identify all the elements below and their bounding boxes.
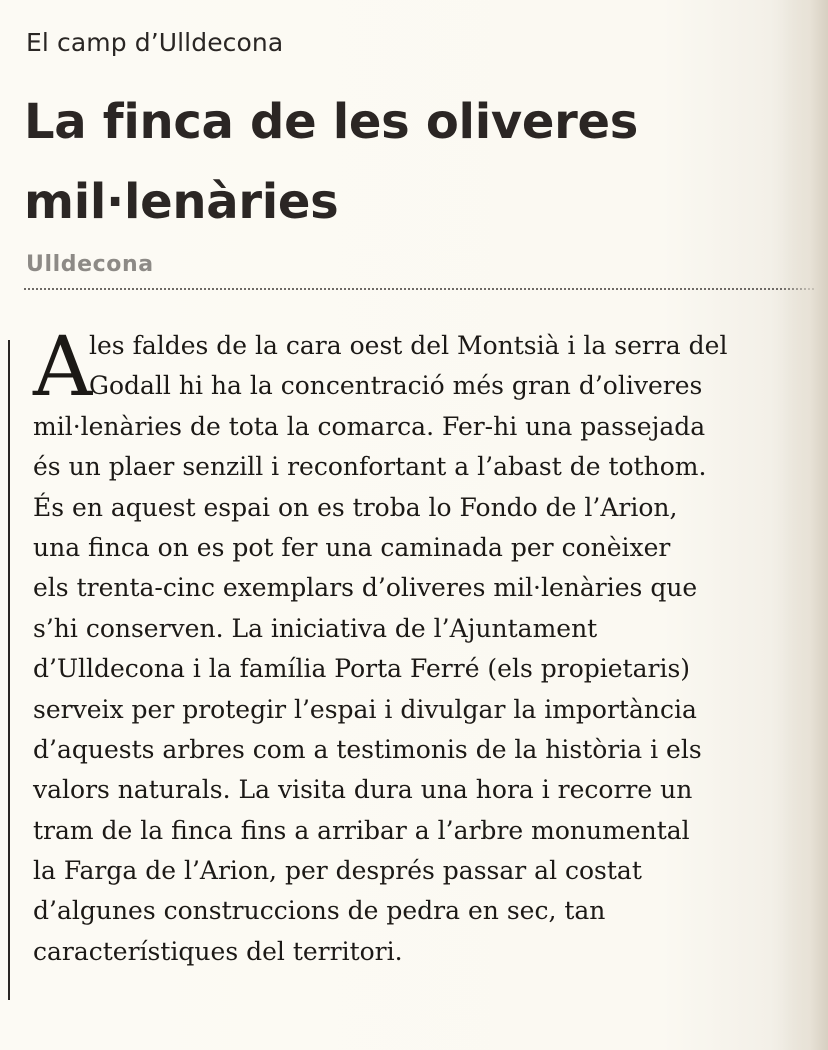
body-line: s’hi conserven. La iniciativa de l’Ajuntament bbox=[33, 613, 598, 643]
body-line: serveix per protegir l’espai i divulgar la importància bbox=[33, 694, 697, 724]
drop-cap: A bbox=[33, 320, 93, 415]
column-rule bbox=[8, 340, 10, 1000]
body-line: els trenta-cinc exemplars d’oliveres mil·lenàries que bbox=[33, 573, 698, 603]
article-headline: La finca de les oliveres mil·lenàries bbox=[24, 94, 638, 230]
body-line: una finca on es pot fer una caminada per conèixer bbox=[33, 532, 671, 562]
body-line: És en aquest espai on es troba lo Fondo de l’Arion, bbox=[33, 492, 678, 522]
body-line: d’aquests arbres com a testimonis de la història i els bbox=[33, 734, 702, 764]
body-line: és un plaer senzill i reconfortant a l’abast de tothom. bbox=[33, 452, 707, 482]
body-line: valors naturals. La visita dura una hora i recorre un bbox=[33, 775, 693, 805]
body-line: d’Ulldecona i la família Porta Ferré (els propietaris) bbox=[33, 654, 691, 684]
body-line: característiques del territori. bbox=[33, 936, 403, 966]
body-line: Godall hi ha la concentració més gran d’oliveres bbox=[89, 371, 703, 401]
body-line: mil·lenàries de tota la comarca. Fer-hi una passejada bbox=[33, 411, 706, 441]
section-label: El camp d’Ulldecona bbox=[26, 28, 284, 57]
location-label: Ulldecona bbox=[26, 252, 154, 277]
body-line: tram de la finca fins a arribar a l’arbre monumental bbox=[33, 815, 690, 845]
body-line: d’algunes construccions de pedra en sec, tan bbox=[33, 896, 606, 926]
body-line: les faldes de la cara oest del Montsià i la serra del bbox=[89, 331, 728, 360]
dotted-divider bbox=[24, 288, 814, 290]
body-line: la Farga de l’Arion, per després passar al costat bbox=[33, 856, 642, 886]
article-body bbox=[33, 320, 828, 972]
